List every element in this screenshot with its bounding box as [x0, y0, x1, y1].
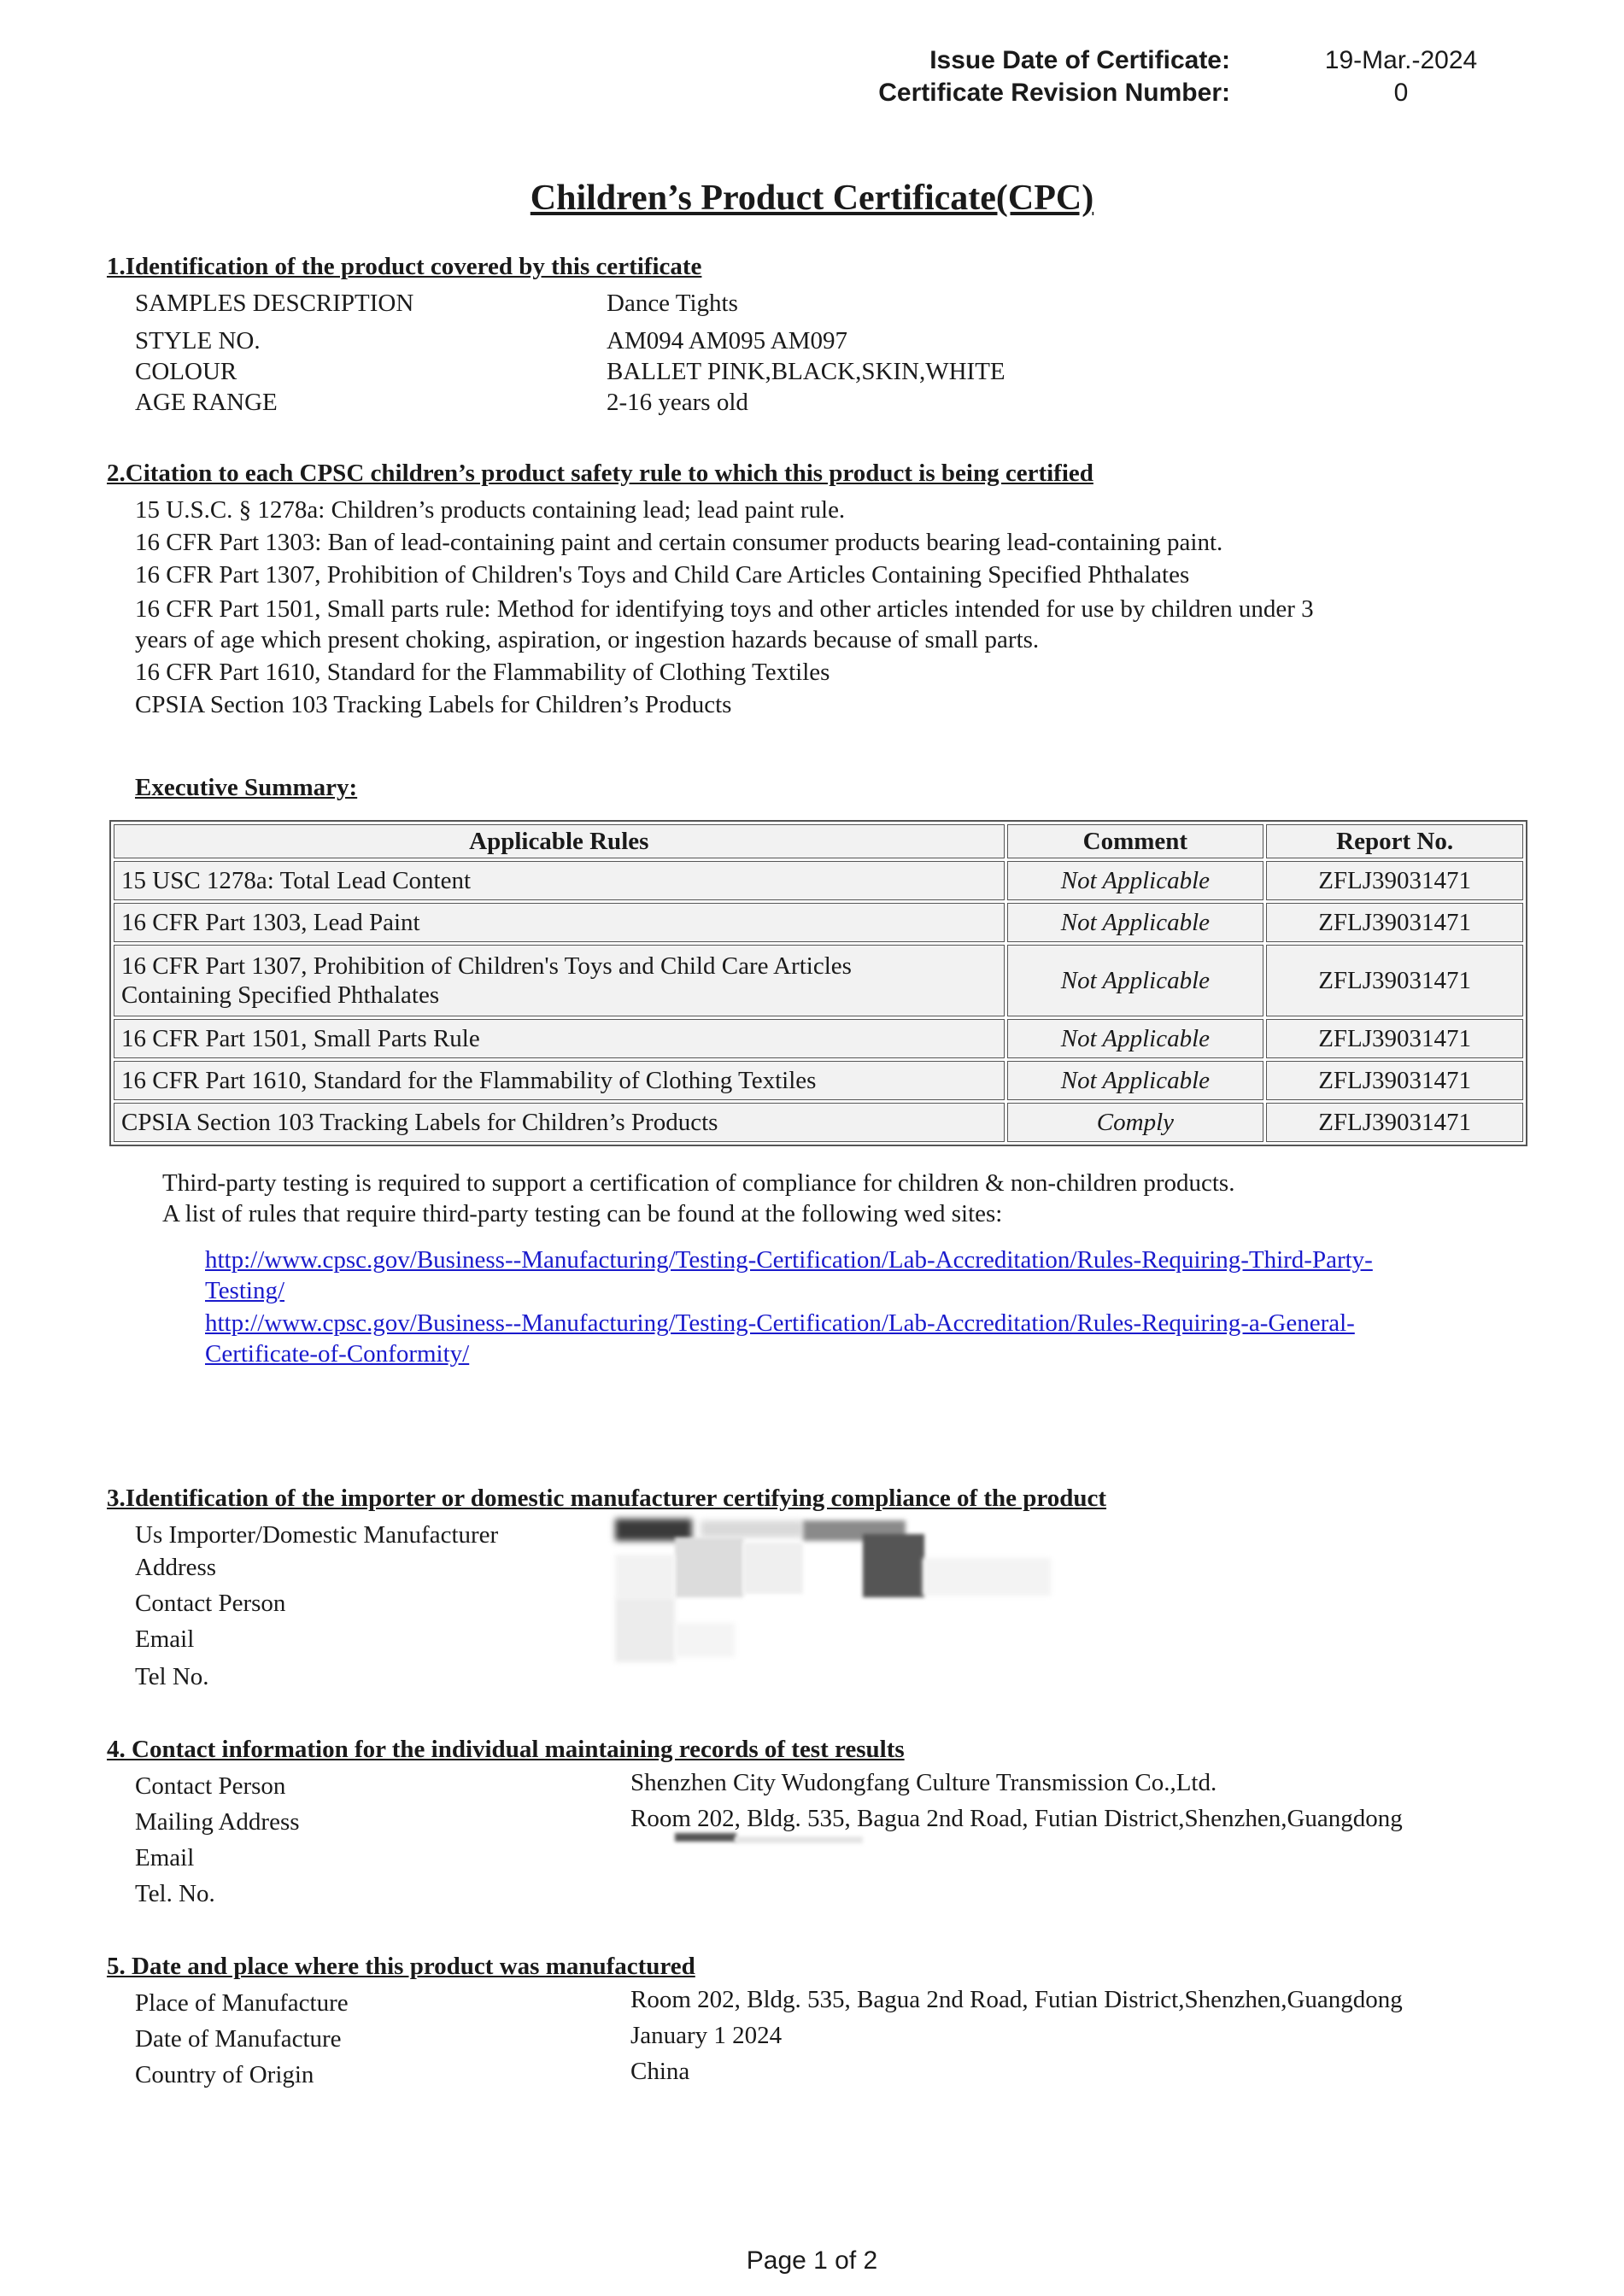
rules-third-party-link-cont[interactable]: [205, 1274, 284, 1307]
place-of-manufacture-value: Room 202, Bldg. 535, Bagua 2nd Road, Futian District,Shenzhen,Guangdong: [630, 1986, 1403, 2013]
third-party-note: Third-party testing is required to support a certification of compliance for children & non-children products.: [162, 1169, 1235, 1197]
rule-cell: CPSIA Section 103 Tracking Labels for Children’s Products: [114, 1103, 1005, 1142]
section1-value: 2-16 years old: [607, 389, 748, 416]
report-cell: ZFLJ39031471: [1266, 1103, 1523, 1142]
comment-cell: Not Applicable: [1007, 1061, 1264, 1100]
comment-cell: Comply: [1007, 1103, 1264, 1142]
section3-heading: 3.Identification of the importer or domestic manufacturer certifying compliance of the product: [107, 1485, 1107, 1512]
country-of-origin-label: Country of Origin: [135, 2061, 314, 2088]
page-number: Page 1 of 2: [746, 2246, 878, 2275]
citation-line: years of age which present choking, aspiration, or ingestion hazards because of small parts.: [135, 626, 1040, 653]
tel-label: Tel No.: [135, 1663, 209, 1690]
general-certificate-link[interactable]: [205, 1307, 1355, 1339]
summary-table: [109, 820, 1527, 1146]
table-header-row: [114, 824, 1523, 858]
rule-cell: 16 CFR Part 1303, Lead Paint: [114, 903, 1005, 942]
section1-label: COLOUR: [135, 358, 237, 385]
rules-third-party-link-line2[interactable]: Testing/: [205, 1277, 285, 1304]
section2-heading: 2.Citation to each CPSC children’s product safety rule to which this product is being certified: [107, 460, 1093, 487]
column-header: Comment: [1007, 824, 1264, 858]
comment-cell: Not Applicable: [1007, 903, 1264, 942]
comment-cell: Not Applicable: [1007, 861, 1264, 900]
records-contact-value: Shenzhen City Wudongfang Culture Transmission Co.,Ltd.: [630, 1769, 1217, 1796]
citation-line: 15 U.S.C. § 1278a: Children’s products containing lead; lead paint rule.: [135, 496, 846, 524]
date-of-manufacture-label: Date of Manufacture: [135, 2025, 342, 2053]
section1-label: SAMPLES DESCRIPTION: [135, 290, 414, 317]
table-row: [114, 1019, 1523, 1058]
citation-line: 16 CFR Part 1307, Prohibition of Children's Toys and Child Care Articles Containing Specified Phthalates: [135, 561, 1190, 589]
table-row: [114, 1061, 1523, 1100]
section4-heading: 4. Contact information for the individual maintaining records of test results: [107, 1736, 905, 1763]
rule-cell-line: Containing Specified Phthalates: [121, 981, 440, 1009]
comment-cell: Not Applicable: [1007, 1019, 1264, 1058]
comment-cell: Not Applicable: [1007, 945, 1264, 1016]
redaction-block: [615, 1597, 675, 1662]
report-cell: ZFLJ39031471: [1266, 1061, 1523, 1100]
report-cell: ZFLJ39031471: [1266, 861, 1523, 900]
report-cell: ZFLJ39031471: [1266, 1019, 1523, 1058]
revision-number-value: 0: [1393, 79, 1409, 107]
redaction-block: [735, 1836, 863, 1843]
section5-heading: 5. Date and place where this product was manufactured: [107, 1953, 695, 1980]
general-certificate-link-line1[interactable]: http://www.cpsc.gov/Business--Manufacturing/Testing-Certification/Lab-Accreditation/Rules-Requiring-a-General-: [205, 1309, 1355, 1337]
citation-line: CPSIA Section 103 Tracking Labels for Children’s Products: [135, 691, 732, 718]
section1-value: BALLET PINK,BLACK,SKIN,WHITE: [607, 358, 1005, 385]
table-row: [114, 903, 1523, 942]
page-title: Children’s Product Certificate(CPC): [530, 179, 1094, 218]
rule-cell-line: 16 CFR Part 1307, Prohibition of Children's Toys and Child Care Articles: [121, 952, 852, 980]
executive-summary-heading: Executive Summary:: [135, 774, 358, 801]
issue-date-label: Issue Date of Certificate:: [929, 46, 1230, 74]
redaction-block: [675, 1538, 743, 1597]
redaction-block: [675, 1623, 735, 1657]
redaction-block: [701, 1520, 803, 1538]
redaction-block: [863, 1534, 924, 1597]
table-row: [114, 861, 1523, 900]
redaction-block: [615, 1555, 675, 1597]
table-row: [114, 945, 1523, 1016]
citation-line: 16 CFR Part 1501, Small parts rule: Method for identifying toys and other articles intended for use by children under 3: [135, 595, 1314, 623]
rule-cell: [114, 945, 1005, 1016]
date-of-manufacture-value: January 1 2024: [630, 2022, 783, 2049]
section1-label: AGE RANGE: [135, 389, 278, 416]
report-cell: ZFLJ39031471: [1266, 903, 1523, 942]
citation-line: 16 CFR Part 1610, Standard for the Flammability of Clothing Textiles: [135, 659, 830, 686]
rule-cell: 16 CFR Part 1610, Standard for the Flammability of Clothing Textiles: [114, 1061, 1005, 1100]
rule-cell: 15 USC 1278a: Total Lead Content: [114, 861, 1005, 900]
section1-value: Dance Tights: [607, 290, 738, 317]
table-row: [114, 1103, 1523, 1142]
mailing-address-label: Mailing Address: [135, 1808, 300, 1836]
rules-list-note: A list of rules that require third-party testing can be found at the following wed sites:: [162, 1200, 1003, 1227]
rule-cell: 16 CFR Part 1501, Small Parts Rule: [114, 1019, 1005, 1058]
contact-person-label: Contact Person: [135, 1590, 286, 1617]
country-of-origin-value: China: [630, 2058, 690, 2085]
section1-label: STYLE NO.: [135, 327, 261, 354]
importer-label: Us Importer/Domestic Manufacturer: [135, 1521, 499, 1549]
rules-third-party-link-line1[interactable]: http://www.cpsc.gov/Business--Manufacturing/Testing-Certification/Lab-Accreditation/Rules-Requiring-Third-Party-: [205, 1246, 1373, 1274]
mailing-address-value: Room 202, Bldg. 535, Bagua 2nd Road, Futian District,Shenzhen,Guangdong: [630, 1805, 1403, 1832]
general-certificate-link-line2[interactable]: Certificate-of-Conformity/: [205, 1340, 470, 1368]
redaction-block: [923, 1558, 1051, 1596]
section1-heading: 1.Identification of the product covered by this certificate: [107, 253, 702, 280]
general-certificate-link-cont[interactable]: [205, 1338, 469, 1370]
citation-line: 16 CFR Part 1303: Ban of lead-containing paint and certain consumer products bearing lead-containing paint.: [135, 529, 1223, 556]
issue-date-value: 19-Mar.-2024: [1324, 46, 1478, 74]
email-label: Email: [135, 1625, 195, 1653]
address-label: Address: [135, 1554, 217, 1581]
records-email-label: Email: [135, 1844, 195, 1871]
section1-value: AM094 AM095 AM097: [607, 327, 847, 354]
records-contact-label: Contact Person: [135, 1772, 286, 1800]
redaction-block: [743, 1543, 803, 1594]
place-of-manufacture-label: Place of Manufacture: [135, 1989, 349, 2017]
column-header: Applicable Rules: [114, 824, 1005, 858]
records-tel-label: Tel. No.: [135, 1880, 215, 1907]
rules-third-party-link[interactable]: [205, 1244, 1373, 1276]
column-header: Report No.: [1266, 824, 1523, 858]
revision-number-label: Certificate Revision Number:: [878, 79, 1230, 107]
report-cell: ZFLJ39031471: [1266, 945, 1523, 1016]
